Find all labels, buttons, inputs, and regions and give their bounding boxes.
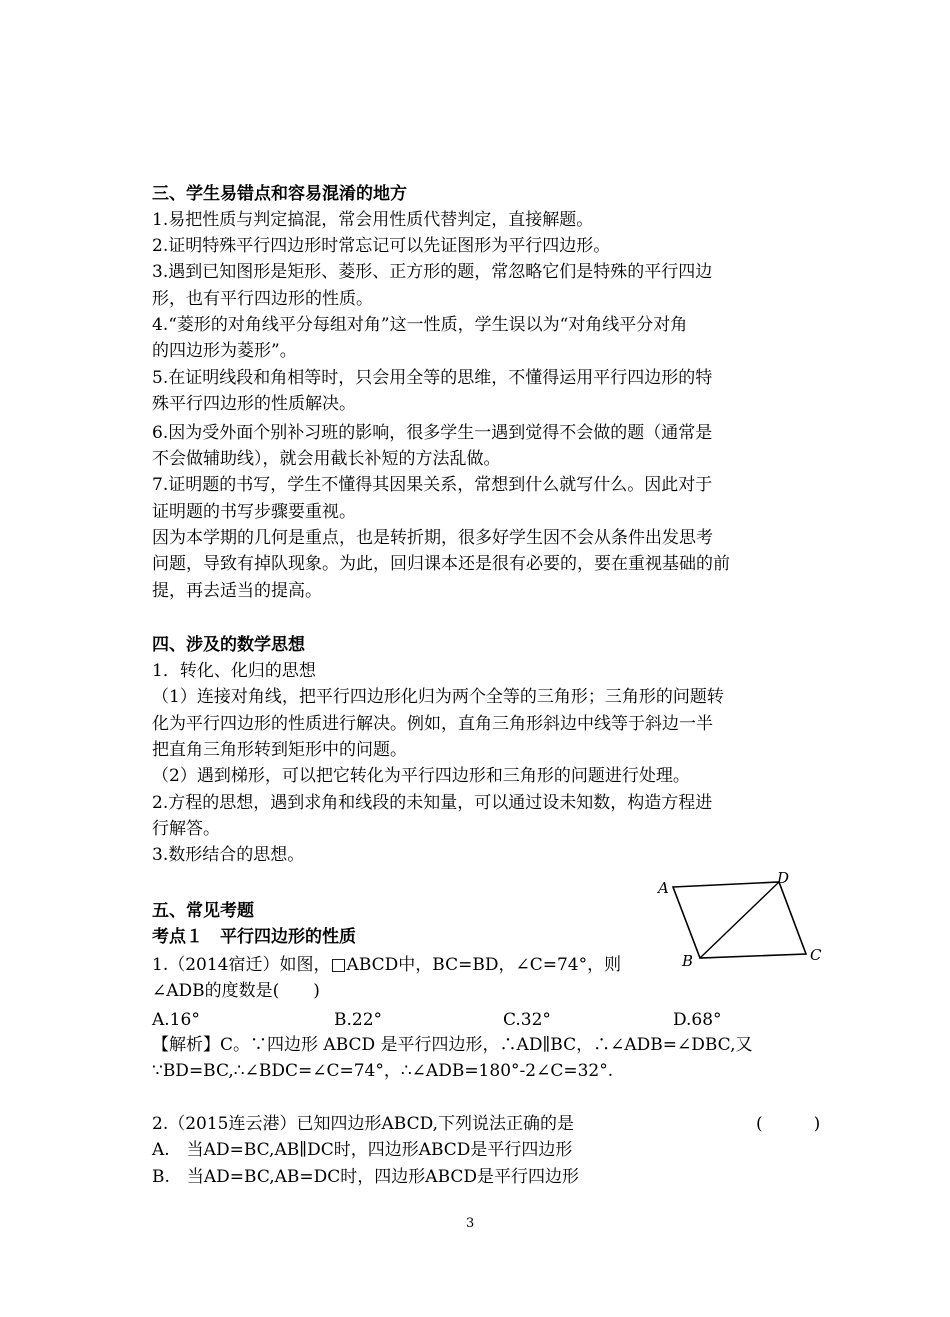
q1-analysis-line-1: 【解析】C。∵四边形 ABCD 是平行四边形，∴AD∥BC，∴∠ADB=∠DBC,又	[152, 1035, 753, 1055]
section3-line-5: 4.“菱形的对角线平分每组对角”这一性质，学生误以为“对角线平分对角	[152, 315, 688, 335]
q1-line-2: ∠ADB的度数是( )	[152, 981, 320, 1001]
kaodian-heading: 考点１ 平行四边形的性质	[152, 927, 356, 947]
label-c: C	[810, 946, 822, 964]
q1-analysis-line-2: ∵BD=BC,∴∠BDC=∠C=74°，∴∠ADB=180°-2∠C=32°.	[152, 1061, 614, 1081]
section3-line-7: 5.在证明线段和角相等时，只会用全等的思维，不懂得运用平行四边形的特	[152, 368, 713, 388]
label-d: D	[777, 869, 790, 887]
section3-line-1: 1.易把性质与判定搞混，常会用性质代替判定，直接解题。	[152, 210, 594, 230]
q1-option-b: B.22°	[334, 1010, 383, 1030]
section3-line-9: 6.因为受外面个别补习班的影响，很多学生一遇到觉得不会做的题（通常是	[152, 423, 713, 443]
section3-line-10: 不会做辅助线），就会用截长补短的方法乱做。	[152, 449, 501, 469]
section4-line-6: 2.方程的思想，遇到求角和线段的未知量，可以通过设未知数，构造方程进	[152, 793, 713, 813]
section3-line-2: 2.证明特殊平行四边形时常忘记可以先证图形为平行四边形。	[152, 236, 611, 256]
q2-option-a: A. 当AD=BC,AB∥DC时，四边形ABCD是平行四边形	[152, 1140, 573, 1160]
q1-option-d: D.68°	[673, 1010, 722, 1030]
section4-line-5: （2）遇到梯形，可以把它转化为平行四边形和三角形的问题进行处理。	[152, 766, 690, 786]
parallelogram-figure	[640, 862, 830, 972]
section4-line-7: 行解答。	[152, 819, 220, 839]
q2-option-b: B. 当AD=BC,AB=DC时，四边形ABCD是平行四边形	[152, 1167, 580, 1187]
q1-option-c: C.32°	[503, 1010, 551, 1030]
section4-line-2: （1）连接对角线，把平行四边形化归为两个全等的三角形；三角形的问题转	[152, 687, 724, 707]
section3-title: 三、学生易错点和容易混淆的地方	[152, 184, 407, 204]
section4-title: 四、涉及的数学思想	[152, 635, 305, 655]
section4-line-4: 把直角三角形转到矩形中的问题。	[152, 740, 407, 760]
section3-line-4: 形，也有平行四边形的性质。	[152, 289, 373, 309]
page-number: 3	[466, 1216, 475, 1231]
section3-line-3: 3.遇到已知图形是矩形、菱形、正方形的题，常忽略它们是特殊的平行四边	[152, 262, 713, 282]
section5-title: 五、常见考题	[152, 901, 254, 921]
label-b: B	[682, 952, 694, 970]
section3-line-14: 问题，导致有掉队现象。为此，回归课本还是很有必要的，要在重视基础的前	[152, 554, 730, 574]
section3-line-12: 证明题的书写步骤要重视。	[152, 502, 356, 522]
diagonal-bd	[700, 882, 779, 958]
section3-line-8: 殊平行四边形的性质解决。	[152, 394, 356, 414]
section3-line-6: 的四边形为菱形”。	[152, 341, 297, 361]
section3-line-15: 提，再去适当的提高。	[152, 581, 322, 601]
q2-stem: 2.（2015连云港）已知四边形ABCD,下列说法正确的是	[152, 1114, 575, 1134]
section4-line-8: 3.数形结合的思想。	[152, 845, 305, 865]
q2-answer-bracket: ( )	[756, 1114, 821, 1134]
section3-line-13: 因为本学期的几何是重点，也是转折期，很多好学生因不会从条件出发思考	[152, 528, 713, 548]
q1-option-a: A.16°	[152, 1010, 200, 1030]
label-a: A	[658, 879, 669, 897]
section4-line-3: 化为平行四边形的性质进行解决。例如，直角三角形斜边中线等于斜边一半	[152, 714, 713, 734]
q1-line-1: 1.（2014宿迁）如图，□ABCD中，BC=BD，∠C=74°，则	[152, 955, 622, 975]
section4-line-1: 1．转化、化归的思想	[152, 661, 316, 681]
section3-line-11: 7.证明题的书写，学生不懂得其因果关系，常想到什么就写什么。因此对于	[152, 475, 713, 495]
